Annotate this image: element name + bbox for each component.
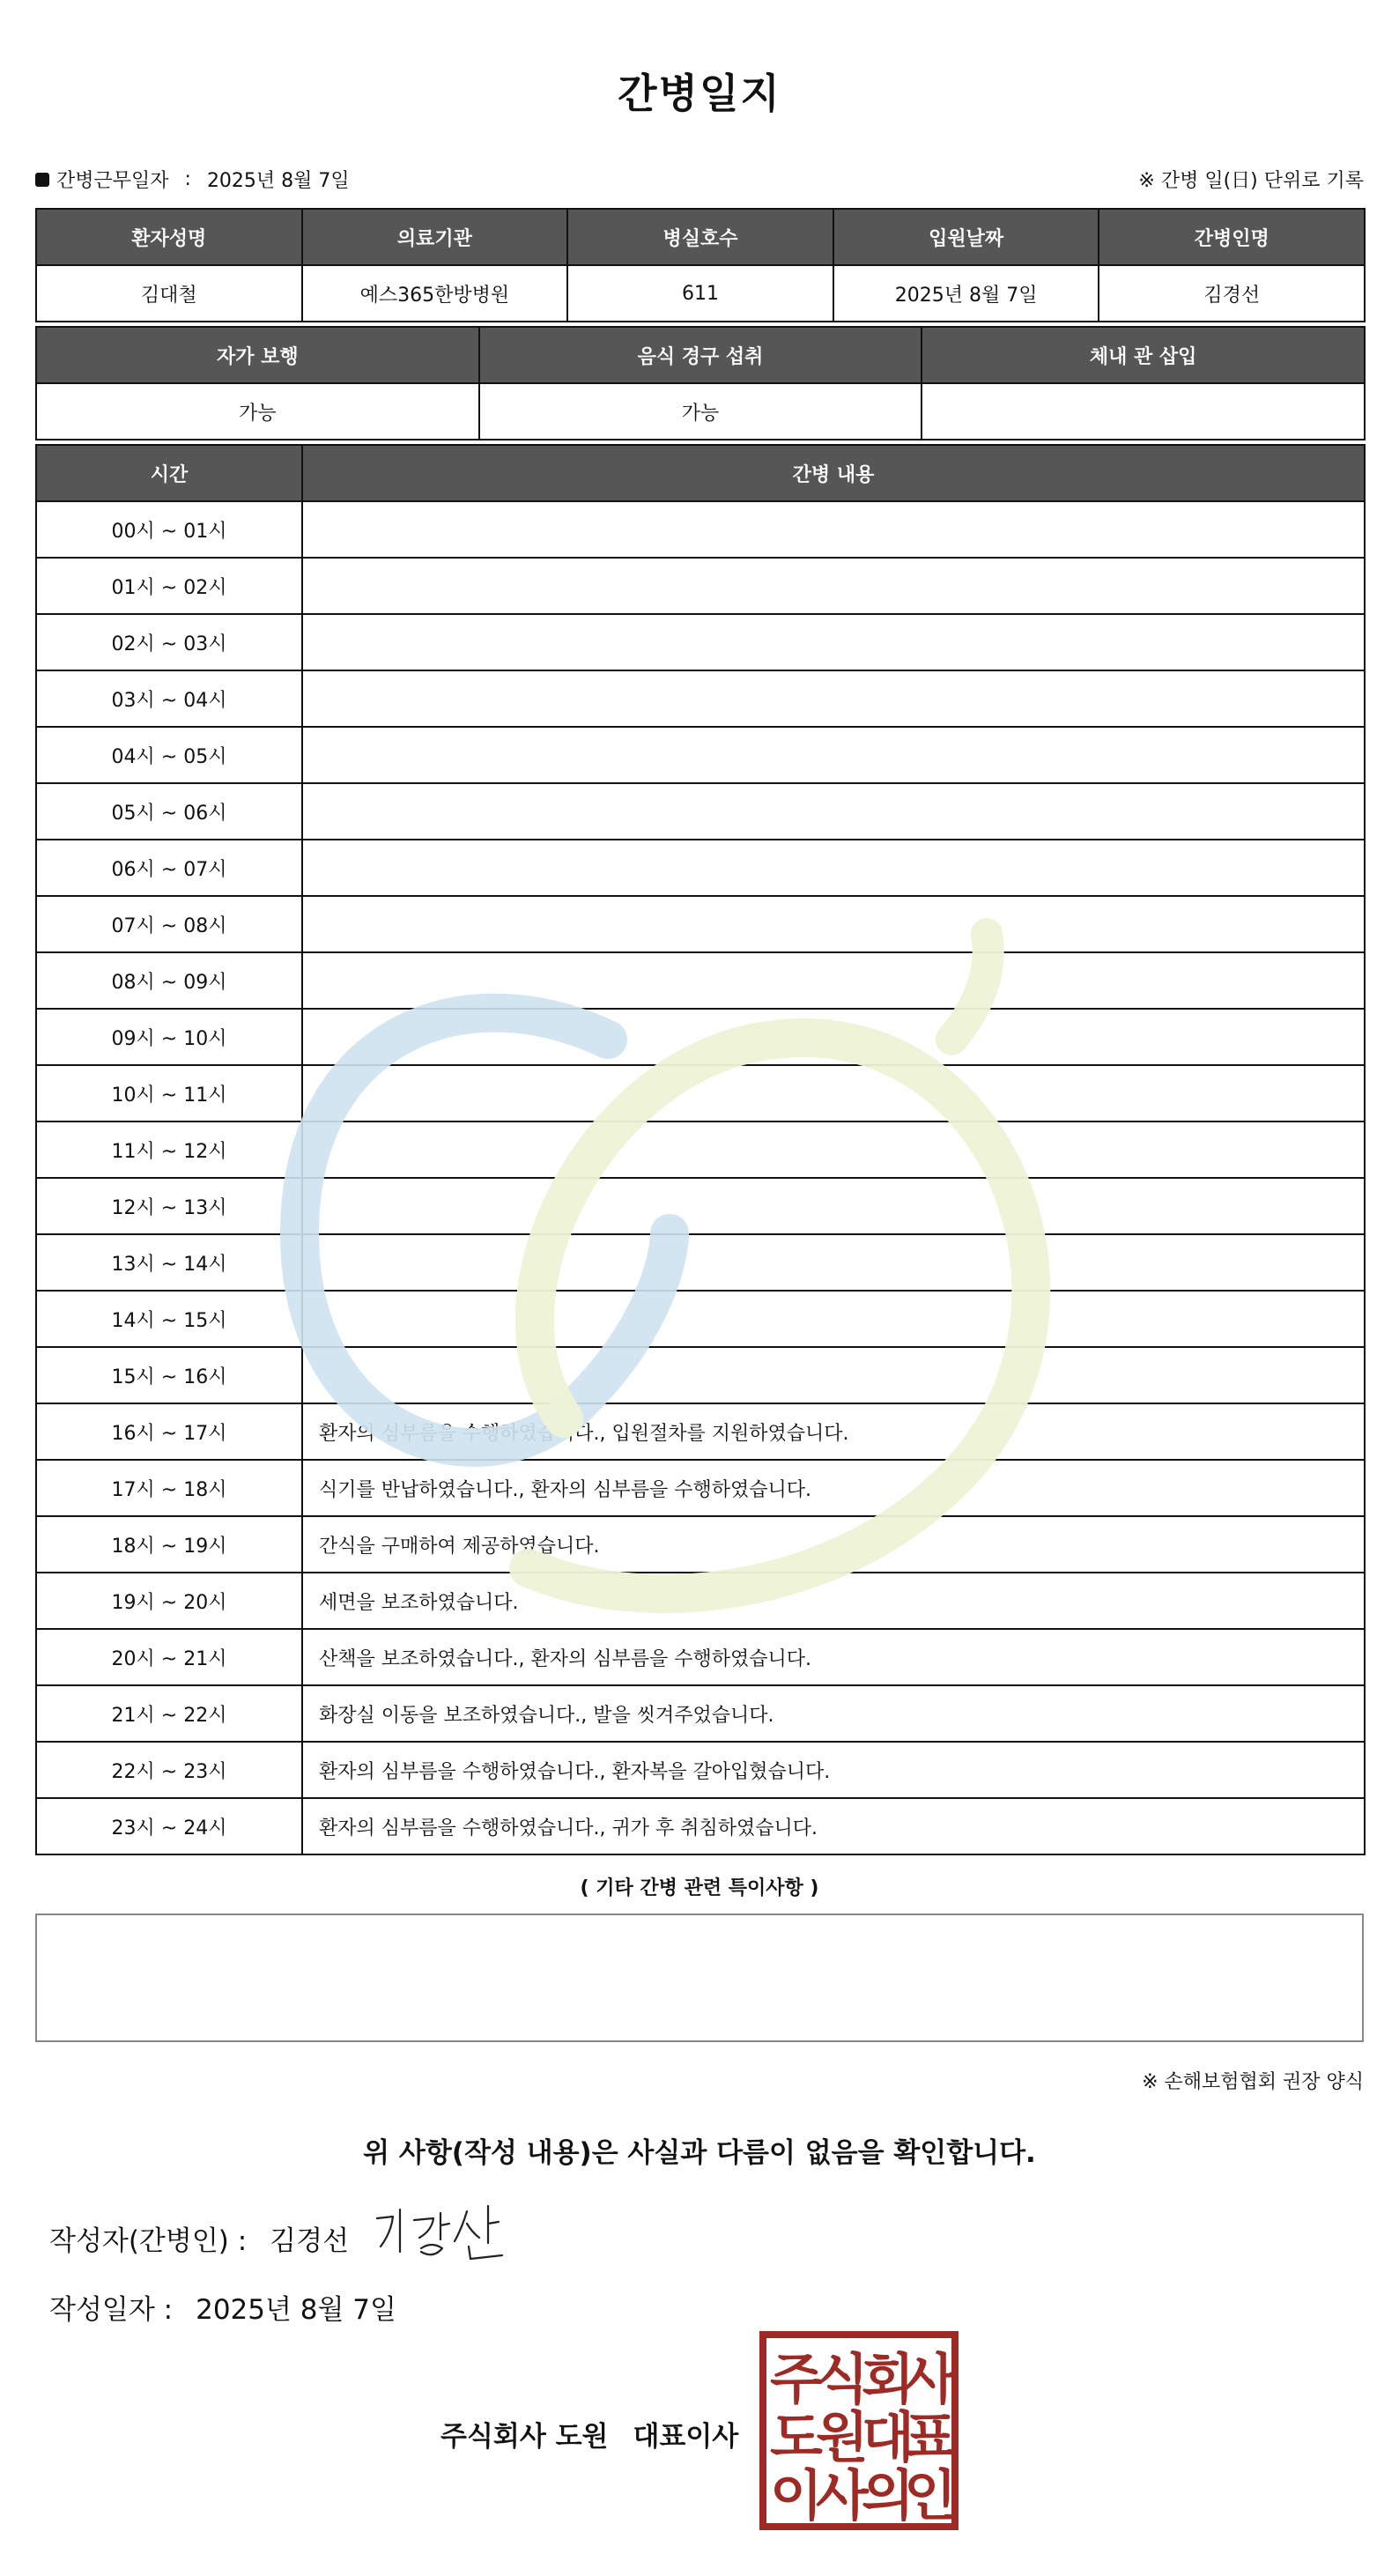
time-cell: 07시 ~ 08시 [35,895,303,953]
company-name: 주식회사 도원 [440,2421,609,2453]
ability-header: 자가 보행 [35,326,480,384]
work-date-label: 간병근무일자 [56,170,169,192]
ability-header: 체내 관 삽입 [921,326,1366,384]
care-content-cell [301,670,1366,728]
patient-header: 환자성명 [35,208,303,266]
content-header: 간병 내용 [301,444,1366,502]
patient-header: 병실호수 [566,208,834,266]
time-cell: 23시 ~ 24시 [35,1797,303,1855]
time-cell: 08시 ~ 09시 [35,951,303,1010]
care-content-cell: 산책을 보조하였습니다., 환자의 심부름을 수행하였습니다. [301,1628,1366,1686]
care-content-cell [301,1290,1366,1348]
svg-text:대: 대 [862,2405,914,2469]
care-content-cell: 간식을 구매하여 제공하였습니다. [301,1515,1366,1573]
writer-line [49,2218,349,2258]
svg-text:인: 인 [904,2463,957,2528]
ability-table [35,326,1364,439]
time-cell: 16시 ~ 17시 [35,1403,303,1461]
patient-cell: 김경선 [1098,264,1366,322]
care-content-cell [301,1346,1366,1404]
care-content-cell [301,951,1366,1010]
svg-text:식: 식 [816,2347,869,2411]
handwritten-signature [370,2197,537,2268]
time-cell: 03시 ~ 04시 [35,670,303,728]
time-cell: 00시 ~ 01시 [35,500,303,559]
care-content-cell [301,1064,1366,1122]
written-date-label: 작성일자 : [49,2294,174,2326]
time-cell: 09시 ~ 10시 [35,1008,303,1066]
document-title: 간병일지 [618,70,781,117]
care-content-cell [301,1008,1366,1066]
time-cell: 10시 ~ 11시 [35,1064,303,1122]
svg-text:표: 표 [904,2405,957,2469]
time-cell: 22시 ~ 23시 [35,1741,303,1799]
time-cell: 17시 ~ 18시 [35,1459,303,1517]
written-date-value: 2025년 8월 7일 [196,2294,396,2326]
time-cell: 15시 ~ 16시 [35,1346,303,1404]
care-content-cell [301,1121,1366,1179]
ability-cell [921,382,1366,440]
form-note: ※ 손해보험협회 권장 양식 [1142,2071,1364,2093]
time-cell: 20시 ~ 21시 [35,1628,303,1686]
time-cell: 14시 ~ 15시 [35,1290,303,1348]
time-header: 시간 [35,444,303,502]
work-date-separator: : [184,168,191,190]
care-content-cell [301,613,1366,671]
care-content-cell: 세면을 보조하였습니다. [301,1572,1366,1630]
care-content-cell [301,1233,1366,1292]
care-content-cell [301,500,1366,559]
confirmation-statement: 위 사항(작성 내용)은 사실과 다름이 없음을 확인합니다. [363,2137,1036,2169]
unit-note: ※ 간병 일(日) 단위로 기록 [1138,170,1364,192]
care-content-cell [301,726,1366,784]
patient-cell: 2025년 8월 7일 [833,264,1100,322]
svg-text:이: 이 [770,2463,823,2528]
care-content-cell [301,895,1366,953]
care-content-cell [301,1177,1366,1235]
time-cell: 21시 ~ 22시 [35,1684,303,1743]
writer-label: 작성자(간병인) : [49,2225,248,2257]
company-rep-title: 대표이사 [633,2421,739,2453]
patient-cell: 김대철 [35,264,303,322]
time-cell: 11시 ~ 12시 [35,1121,303,1179]
care-content-cell: 환자의 심부름을 수행하였습니다., 환자복을 갈아입혔습니다. [301,1741,1366,1799]
care-content-cell [301,557,1366,615]
ability-header: 음식 경구 섭취 [478,326,923,384]
patient-header: 입원날짜 [833,208,1100,266]
patient-info-table [35,208,1364,321]
ability-cell: 가능 [478,382,923,440]
care-content-cell: 환자의 심부름을 수행하였습니다., 입원절차를 지원하였습니다. [301,1403,1366,1461]
patient-cell: 예스365한방병원 [301,264,569,322]
patient-header: 간병인명 [1098,208,1366,266]
company-line [440,2414,738,2454]
svg-text:의: 의 [862,2463,914,2528]
svg-text:사: 사 [904,2347,957,2411]
time-cell: 12시 ~ 13시 [35,1177,303,1235]
special-notes-title: ( 기타 간병 관련 특이사항 ) [580,1877,819,1899]
time-cell: 18시 ~ 19시 [35,1515,303,1573]
care-log-table [35,444,1364,1854]
time-cell: 05시 ~ 06시 [35,782,303,840]
svg-text:원: 원 [816,2405,869,2469]
svg-text:회: 회 [862,2347,914,2411]
time-cell: 04시 ~ 05시 [35,726,303,784]
svg-text:도: 도 [770,2405,823,2469]
writer-name: 김경선 [270,2225,350,2257]
care-content-cell: 식기를 반납하였습니다., 환자의 심부름을 수행하였습니다. [301,1459,1366,1517]
work-date-value: 2025년 8월 7일 [206,170,350,192]
written-date-line [49,2287,396,2327]
ability-cell: 가능 [35,382,480,440]
patient-header: 의료기관 [301,208,569,266]
work-date [35,166,350,193]
care-content-cell [301,782,1366,840]
time-cell: 06시 ~ 07시 [35,839,303,897]
company-seal-stamp [759,2331,959,2530]
special-notes-box [35,1913,1364,2042]
care-content-cell: 화장실 이동을 보조하였습니다., 발을 씻겨주었습니다. [301,1684,1366,1743]
care-content-cell [301,839,1366,897]
care-content-cell: 환자의 심부름을 수행하였습니다., 귀가 후 취침하였습니다. [301,1797,1366,1855]
square-bullet-icon [35,173,49,187]
time-cell: 01시 ~ 02시 [35,557,303,615]
time-cell: 02시 ~ 03시 [35,613,303,671]
patient-cell: 611 [566,264,834,322]
svg-text:사: 사 [816,2463,869,2528]
time-cell: 13시 ~ 14시 [35,1233,303,1292]
svg-text:주: 주 [770,2347,823,2411]
time-cell: 19시 ~ 20시 [35,1572,303,1630]
